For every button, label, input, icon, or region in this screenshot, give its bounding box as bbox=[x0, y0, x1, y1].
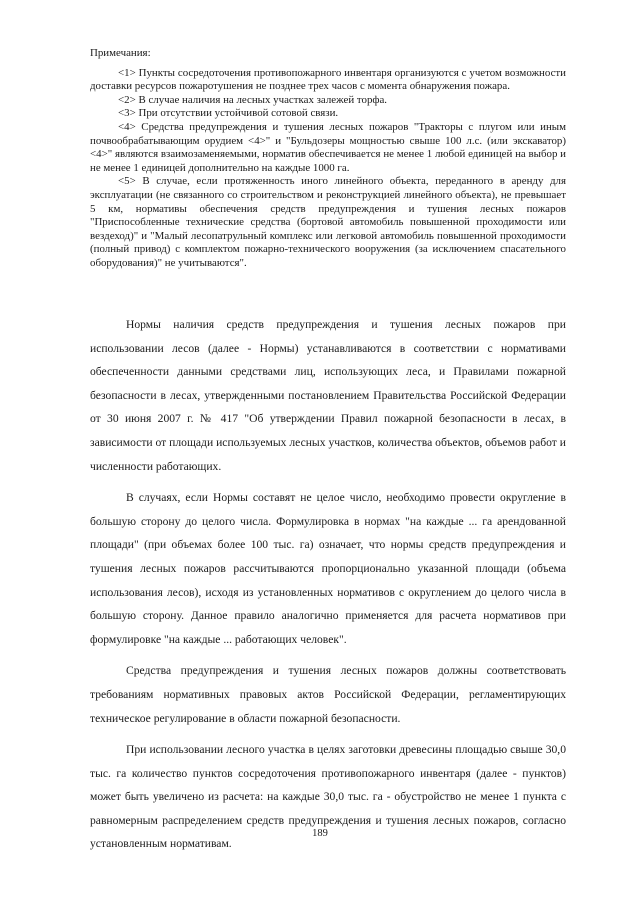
main-text bbox=[90, 313, 566, 864]
note-1: <1> Пункты сосредоточения противопожарного инвентаря организуются с учетом возможности доставки ресурсов пожаротушения не позднее трех часов с момента обнаружения пожара. bbox=[90, 66, 566, 93]
notes-heading: Примечания: bbox=[90, 47, 151, 59]
paragraph-points: При использовании лесного участка в целях заготовки древесины площадью свыше 30,0 тыс. га количество пунктов сосредоточения противопожарного инвентаря (далее - пунктов) может быть увеличено из расчета: на каждые 30,0 тыс. га - обустройство не менее 1 пункта с равномерным распределением средств предупреждения и тушения лесных пожаров, согласно установленным нормативам. bbox=[90, 743, 566, 851]
paragraph-norms: Нормы наличия средств предупреждения и тушения лесных пожаров при использовании лесов (далее - Нормы) устанавливаются в соответствии с нормативами обеспеченности данными средствами лиц, использующих леса, и Правилами пожарной безопасности в лесах, утвержденными постановлением Правительства Российской Федерации от 30 июня 2007 г. № 417 "Об утверждении Правил пожарной безопасности в лесах, в зависимости от площади используемых лесных участков, количества объектов, объемов работ и численности работающих. bbox=[90, 318, 566, 473]
note-4: <4> Средства предупреждения и тушения лесных пожаров "Тракторы с плугом или иным почвообрабатывающим орудием <4>" и "Бульдозеры мощностью свыше 100 л.с. (или экскаватор) <4>" являются взаимозаменяемыми, норматив обеспечивается не менее 1 любой единицей на выбор и не менее 1 единицей дополнительно на каждые 1000 га. bbox=[90, 120, 566, 174]
page-number: 189 bbox=[312, 828, 328, 839]
notes-section bbox=[90, 47, 566, 271]
paragraph-requirements: Средства предупреждения и тушения лесных пожаров должны соответствовать требованиям нормативных правовых актов Российской Федерации, регламентирующих техническое регулирование в области пожарной безопасности. bbox=[90, 664, 566, 725]
note-3: <3> При отсутствии устойчивой сотовой связи. bbox=[118, 107, 339, 120]
note-5: <5> В случае, если протяженность иного линейного объекта, переданного в аренду для эксплуатации (не связанного со строительством и реконструкцией линейного объекта), не превышает 5 км, нормативы обеспечения средств предупреждения и тушения лесных пожаров "Приспособленные технические средства (бортовой автомобиль повышенной проходимости или вездеход)" и "Малый лесопатрульный комплекс или легковой автомобиль повышенной проходимости (полный привод) с комплектом пожарно-технического вооружения (за исключением спасательного оборудования)" не учитываются". bbox=[90, 175, 566, 269]
note-2: <2> В случае наличия на лесных участках залежей торфа. bbox=[118, 93, 388, 106]
paragraph-rounding: В случаях, если Нормы составят не целое число, необходимо провести округление в большую сторону до целого числа. Формулировка в нормах "на каждые ... га арендованной площади" (при объемах более 100 тыс. га) означает, что нормы средств предупреждения и тушения лесных пожаров рассчитываются пропорционально указанной площади (объема использования лесов), исходя из установленных нормативов с округлением до целого числа в большую сторону. Данное правило аналогично применяется для расчета нормативов при формулировке "на каждые ... работающих человек". bbox=[90, 491, 566, 646]
